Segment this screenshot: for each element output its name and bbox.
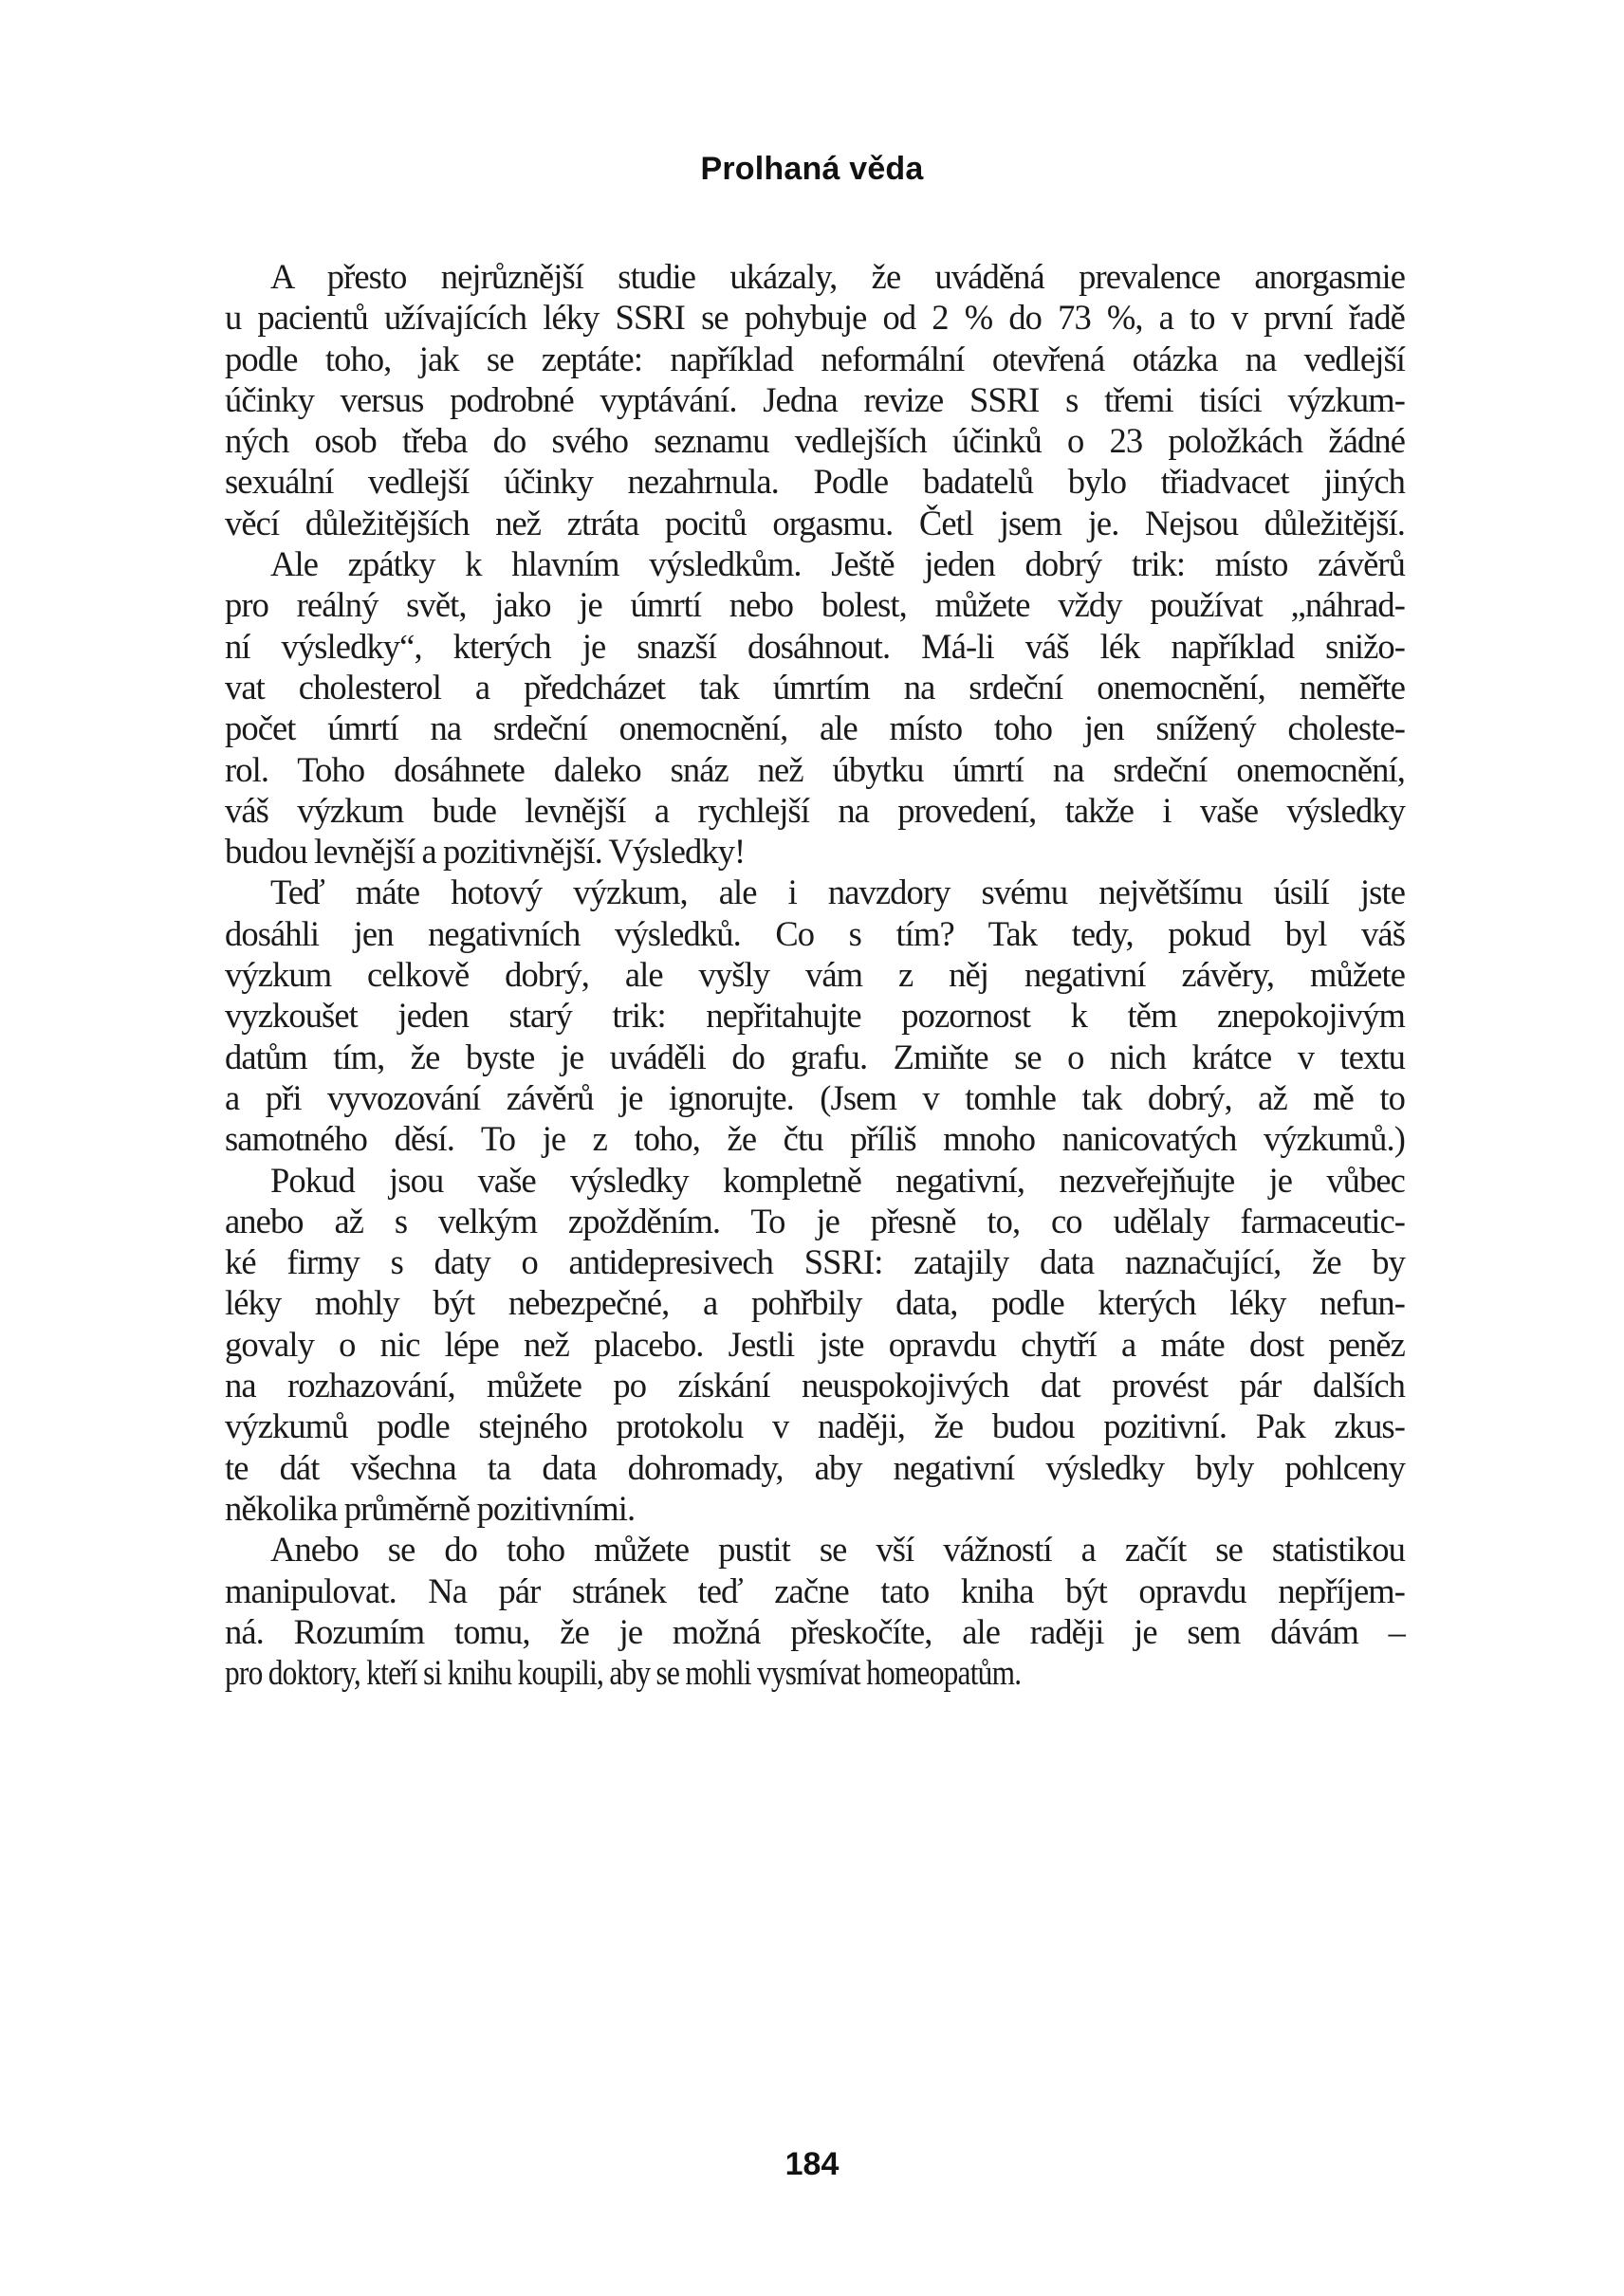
text-line: manipulovat. Na pár stránek teď začne tato kniha být opravdu nepříjem- <box>225 1570 1405 1610</box>
text-line: a při vyvozování závěrů je ignorujte. (Jsem v tomhle tak dobrý, až mě to <box>225 1077 1405 1117</box>
page-number: 184 <box>784 2146 840 2182</box>
body-text <box>225 256 1405 1693</box>
text-line: na rozhazování, můžete po získání neuspokojivých dat provést pár dalších <box>225 1366 1405 1405</box>
text-line: govaly o nic lépe než placebo. Jestli jste opravdu chytří a máte dost peněz <box>225 1324 1405 1364</box>
text-line: Pokud jsou vaše výsledky kompletně negativní, nezveřejňujte je vůbec <box>270 1160 1405 1200</box>
paragraph-5 <box>225 1529 1405 1693</box>
text-line: A přesto nejrůznější studie ukázaly, že uváděná prevalence anorgasmie <box>270 257 1405 296</box>
text-line: účinky versus podrobné vyptávání. Jedna revize SSRI s třemi tisíci výzkum- <box>225 379 1405 419</box>
text-line: ných osob třeba do svého seznamu vedlejších účinků o 23 položkách žádné <box>225 421 1405 461</box>
paragraph-2 <box>225 543 1405 872</box>
text-line: váš výzkum bude levnější a rychlejší na provedení, takže i vaše výsledky <box>225 790 1405 830</box>
text-line: ké firmy s daty o antidepresivech SSRI: zatajily data naznačující, že by <box>225 1242 1405 1282</box>
text-line: u pacientů užívajících léky SSRI se pohybuje od 2 % do 73 %, a to v první řadě <box>225 298 1405 338</box>
text-line: samotného děsí. To je z toho, že čtu příliš mnoho nanicovatých výzkumů.) <box>225 1119 1405 1159</box>
paragraph-3 <box>225 872 1405 1159</box>
text-line: léky mohly být nebezpečné, a pohřbily data, podle kterých léky nefun- <box>225 1283 1405 1323</box>
text-line: Ale zpátky k hlavním výsledkům. Ještě jeden dobrý trik: místo závěrů <box>270 544 1405 584</box>
text-line: výzkum celkově dobrý, ale vyšly vám z něj negativní závěry, můžete <box>225 955 1405 995</box>
text-line: věcí důležitějších než ztráta pocitů orgasmu. Četl jsem je. Nejsou důležitější. <box>225 503 1405 542</box>
text-line: dosáhli jen negativních výsledků. Co s tím? Tak tedy, pokud byl váš <box>225 913 1405 953</box>
text-line: podle toho, jak se zeptáte: například neformální otevřená otázka na vedlejší <box>225 339 1405 378</box>
text-line: vyzkoušet jeden starý trik: nepřitahujte pozornost k těm znepokojivým <box>225 996 1405 1036</box>
paragraph-4 <box>225 1160 1405 1530</box>
text-line: sexuální vedlejší účinky nezahrnula. Podle badatelů bylo třiadvacet jiných <box>225 462 1405 502</box>
text-line: několika průměrně pozitivními. <box>225 1488 636 1528</box>
paragraph-1 <box>225 256 1405 543</box>
text-line: te dát všechna ta data dohromady, aby negativní výsledky byly pohlceny <box>225 1447 1405 1487</box>
text-line: vat cholesterol a předcházet tak úmrtím na srdeční onemocnění, neměřte <box>225 667 1405 707</box>
text-line: výzkumů podle stejného protokolu v naději, že budou pozitivní. Pak zkus- <box>225 1406 1405 1446</box>
text-line: rol. Toho dosáhnete daleko snáz než úbytku úmrtí na srdeční onemocnění, <box>225 749 1405 789</box>
text-line: pro doktory, kteří si knihu koupili, aby se mohli vysmívat homeopatům. <box>225 1653 1022 1693</box>
text-line: datům tím, že byste je uváděli do grafu. Zmiňte se o nich krátce v textu <box>225 1037 1405 1076</box>
text-line: budou levnější a pozitivnější. Výsledky! <box>225 832 746 872</box>
running-head-title: Prolhaná věda <box>700 151 924 187</box>
text-line: ná. Rozumím tomu, že je možná přeskočíte, ale raději je sem dávám – <box>225 1611 1405 1651</box>
text-line: anebo až s velkým zpožděním. To je přesně to, co udělaly farmaceutic- <box>225 1201 1405 1240</box>
text-line: Teď máte hotový výzkum, ale i navzdory svému největšímu úsilí jste <box>270 872 1405 912</box>
text-line: Anebo se do toho můžete pustit se vší vážností a začít se statistikou <box>270 1530 1405 1570</box>
text-line: ní výsledky“, kterých je snazší dosáhnout. Má-li váš lék například snižo- <box>225 626 1405 666</box>
text-line: pro reálný svět, jako je úmrtí nebo bolest, můžete vždy používat „náhrad- <box>225 585 1405 625</box>
text-line: počet úmrtí na srdeční onemocnění, ale místo toho jen snížený choleste- <box>225 708 1405 748</box>
